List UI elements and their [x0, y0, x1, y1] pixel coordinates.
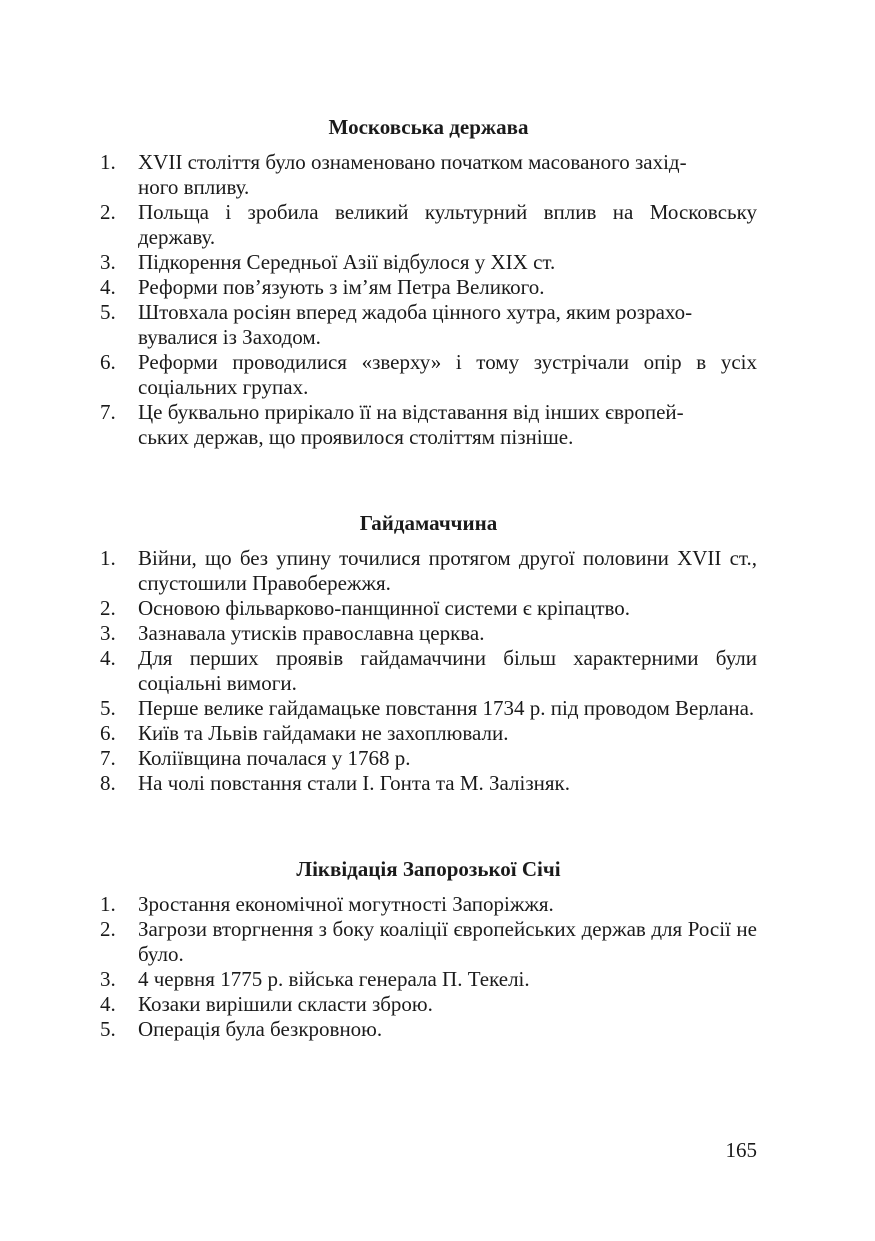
list-item [100, 200, 757, 250]
item-text: Загрози вторгнення з боку коаліції європейських держав для Росії не було. [138, 917, 757, 966]
list-item [100, 596, 757, 621]
item-number: 8. [100, 771, 116, 795]
item-text: Підкорення Середньої Азії відбулося у XIX ст. [138, 250, 556, 274]
list-item [100, 621, 757, 646]
item-number: 2. [100, 917, 116, 941]
item-list [100, 150, 757, 450]
item-text: Київ та Львів гайдамаки не захоплювали. [138, 721, 509, 745]
section-title: Московська держава [328, 115, 529, 139]
list-item [100, 696, 757, 721]
item-number: 4. [100, 646, 116, 670]
item-text: Війни, що без упину точилися протягом другої половини XVII ст., спустошили Правобережжя. [138, 546, 757, 595]
item-number: 5. [100, 1017, 116, 1041]
item-text: Реформи проводилися «зверху» і тому зустрічали опір в усіх соціальних групах. [138, 350, 757, 399]
item-number: 1. [100, 150, 116, 174]
item-number: 7. [100, 400, 116, 424]
list-item [100, 646, 757, 696]
item-text: Польща і зробила великий культурний вплив на Московську державу. [138, 200, 757, 249]
item-number: 2. [100, 200, 116, 224]
list-item [100, 746, 757, 771]
item-number: 5. [100, 696, 116, 720]
item-number: 3. [100, 967, 116, 991]
list-item [100, 992, 757, 1017]
item-text: Операція була безкровною. [138, 1017, 383, 1041]
item-number: 4. [100, 275, 116, 299]
page-number: 165 [725, 1138, 757, 1162]
list-item [100, 350, 757, 400]
item-number: 5. [100, 300, 116, 324]
item-number: 6. [100, 350, 116, 374]
item-text: Зазнавала утисків православна церква. [138, 621, 485, 645]
list-item [100, 1017, 757, 1042]
item-text: Перше велике гайдамацьке повстання 1734 р. під проводом Верлана. [138, 696, 755, 720]
item-text: Козаки вирішили скласти зброю. [138, 992, 433, 1016]
item-text: Реформи пов’язують з ім’ям Петра Великого. [138, 275, 545, 299]
item-text: Зростання економічної могутності Запоріжжя. [138, 892, 554, 916]
item-text: XVII століття було ознаменовано початком масованого захід- ного впливу. [138, 150, 687, 199]
section-zaporizhian-sich-liquidation [100, 854, 757, 1042]
list-item [100, 967, 757, 992]
item-number: 7. [100, 746, 116, 770]
page-content [100, 112, 757, 1042]
item-number: 1. [100, 546, 116, 570]
item-number: 6. [100, 721, 116, 745]
item-text: Для перших проявів гайдамаччини більш характерними були соціальні вимоги. [138, 646, 757, 695]
item-text: Це буквально прирікало її на відставання від інших європей- ських держав, що проявилося століттям пізніше. [138, 400, 684, 449]
item-number: 2. [100, 596, 116, 620]
item-number: 1. [100, 892, 116, 916]
item-number: 3. [100, 621, 116, 645]
item-text: 4 червня 1775 р. війська генерала П. Текелі. [138, 967, 530, 991]
list-item [100, 917, 757, 967]
section-title: Гайдамаччина [359, 511, 498, 535]
item-text: На чолі повстання стали І. Гонта та М. Залізняк. [138, 771, 570, 795]
item-text: Коліївщина почалася у 1768 р. [138, 746, 411, 770]
list-item [100, 250, 757, 275]
section-moscow-state [100, 112, 757, 450]
item-text: Основою фільварково-панщинної системи є кріпацтво. [138, 596, 631, 620]
list-item [100, 275, 757, 300]
item-number: 3. [100, 250, 116, 274]
section-haidamachchyna [100, 508, 757, 796]
list-item [100, 721, 757, 746]
section-title: Ліквідація Запорозької Січі [296, 857, 561, 881]
item-list [100, 546, 757, 796]
item-number: 4. [100, 992, 116, 1016]
item-text: Штовхала росіян вперед жадоба цінного хутра, яким розрахо- вувалися із Заходом. [138, 300, 693, 349]
item-list [100, 892, 757, 1042]
list-item [100, 546, 757, 596]
list-item [100, 771, 757, 796]
list-item [100, 892, 757, 917]
list-item [100, 300, 757, 350]
list-item [100, 400, 757, 450]
list-item [100, 150, 757, 200]
